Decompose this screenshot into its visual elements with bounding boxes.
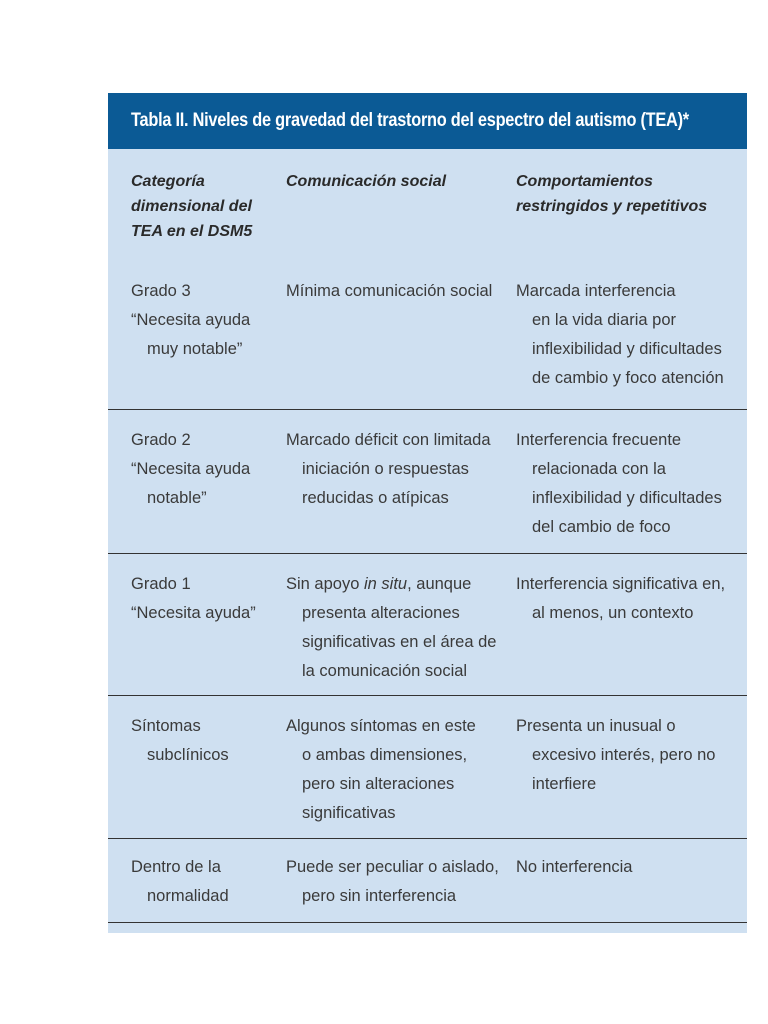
row-behaviour-cell: Interferencia significativa en, al menos, un contexto xyxy=(516,575,726,622)
row-category-cell: Grado 1 “Necesita ayuda” xyxy=(131,575,256,622)
row-category-cell: Grado 3 “Necesita ayuda muy notable” xyxy=(131,282,251,358)
table-row xyxy=(108,554,747,696)
header-social-communication: Comunicación social xyxy=(286,173,447,190)
row-category-cell: Grado 2 “Necesita ayuda notable” xyxy=(131,431,251,507)
row-category-cell: Dentro de la normalidad xyxy=(131,858,229,905)
row-social-cell: Mínima comunicación social xyxy=(286,282,493,300)
table-title: Tabla II. Niveles de gravedad del trastorno del espectro del autismo (TEA)* xyxy=(131,110,689,131)
header-restricted-behaviours: Comportamientos restringidos y repetitivos xyxy=(516,173,708,215)
table-row xyxy=(108,839,747,923)
table-header-row xyxy=(108,149,747,255)
row-social-cell: Sin apoyo in situ, aunque presenta alteraciones significativas en el área de la comunicación social xyxy=(286,575,497,680)
row-social-cell: Marcado déficit con limitada iniciación o respuestas reducidas o atípicas xyxy=(286,431,491,507)
table-row xyxy=(108,696,747,839)
table-row xyxy=(108,255,747,410)
table-row xyxy=(108,410,747,554)
row-social-cell: Algunos síntomas en este o ambas dimensiones, pero sin alteraciones significativas xyxy=(286,717,476,822)
row-category-cell: Síntomas subclínicos xyxy=(131,717,229,764)
row-behaviour-cell: No interferencia xyxy=(516,858,633,876)
row-behaviour-cell: Presenta un inusual o excesivo interés, pero no interfiere xyxy=(516,717,716,793)
table-title-bar xyxy=(108,93,747,149)
header-category: Categoría dimensional del TEA en el DSM5 xyxy=(131,173,253,240)
severity-table xyxy=(108,93,747,933)
row-social-cell: Puede ser peculiar o aislado, pero sin interferencia xyxy=(286,858,499,905)
row-behaviour-cell: Interferencia frecuente relacionada con la inflexibilidad y dificultades del cambio de foco xyxy=(516,431,722,536)
row-behaviour-cell: Marcada interferencia en la vida diaria por inflexibilidad y dificultades de cambio y foco atención xyxy=(516,282,724,387)
